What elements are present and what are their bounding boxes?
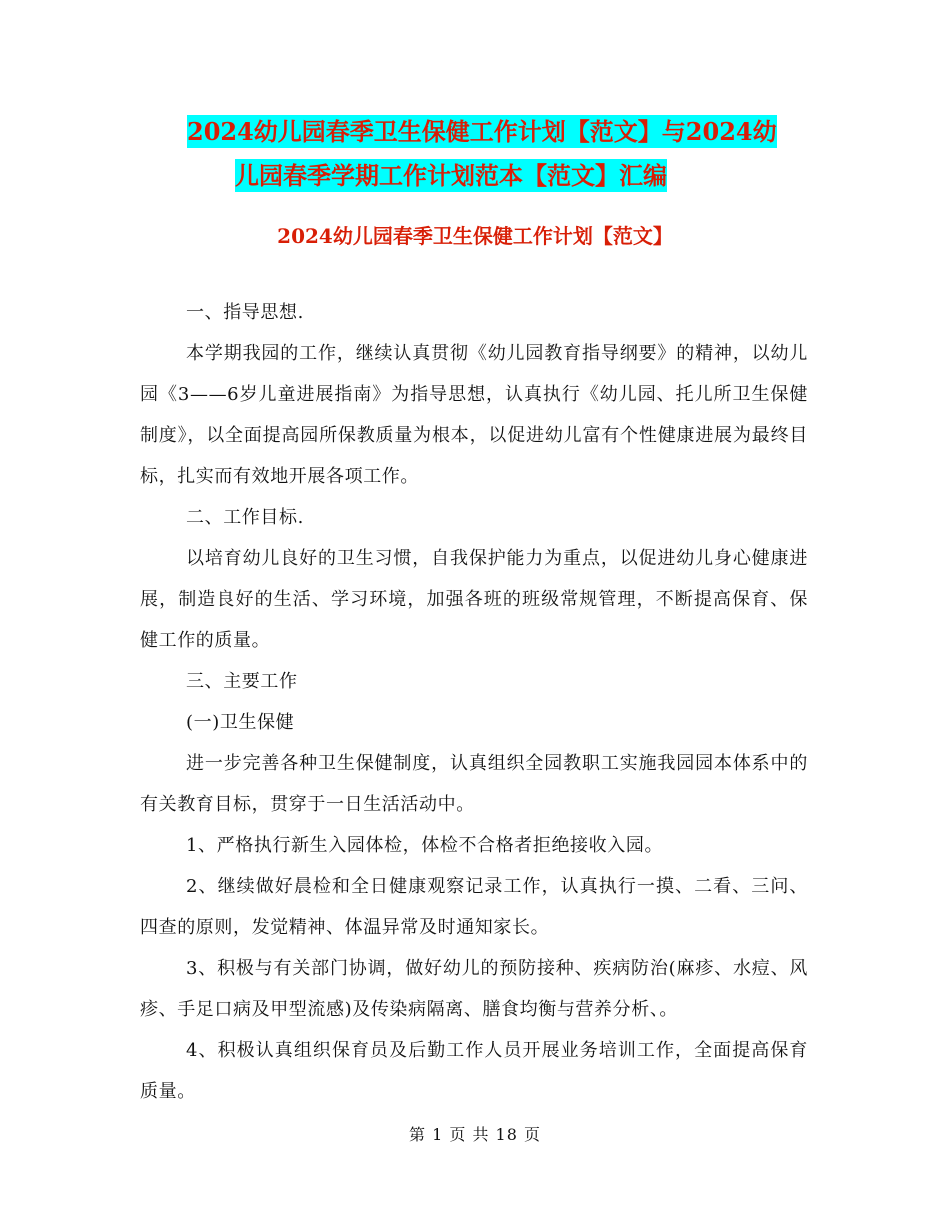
list-item-2: 2、继续做好晨检和全日健康观察记录工作，认真执行一摸、二看、三问、四查的原则，发觉精神、体温异常及时通知家长。 — [140, 876, 808, 938]
document-title — [140, 110, 840, 198]
section-title: 2024幼儿园春季卫生保健工作计划【范文】 — [277, 224, 673, 248]
page-footer: 第 1 页 共 18 页 — [409, 1125, 541, 1144]
heading-main-work: 三、主要工作 — [186, 671, 298, 692]
document-body — [140, 292, 808, 1112]
heading-guiding-ideology: 一、指导思想. — [186, 302, 304, 323]
paragraph-work-goals: 以培育幼儿良好的卫生习惯，自我保护能力为重点，以促进幼儿身心健康进展，制造良好的生活、学习环境，加强各班的班级常规管理，不断提高保育、保健工作的质量。 — [140, 548, 808, 651]
list-item-3: 3、积极与有关部门协调，做好幼儿的预防接种、疾病防治(麻疹、水痘、风疹、手足口病及甲型流感)及传染病隔离、膳食均衡与营养分析、。 — [140, 958, 808, 1020]
list-item-4: 4、积极认真组织保育员及后勤工作人员开展业务培训工作，全面提高保育质量。 — [140, 1040, 808, 1102]
heading-work-goals: 二、工作目标. — [186, 507, 304, 528]
subheading-health-care: (一)卫生保健 — [186, 712, 295, 733]
document-title-line-2: 儿园春季学期工作计划范本【范文】汇编 — [235, 161, 667, 190]
list-item-1: 1、严格执行新生入园体检，体检不合格者拒绝接收入园。 — [186, 835, 664, 856]
document-title-line-1: 2024幼儿园春季卫生保健工作计划【范文】与2024幼 — [187, 117, 777, 146]
paragraph-guiding-ideology: 本学期我园的工作，继续认真贯彻《幼儿园教育指导纲要》的精神，以幼儿园《3——6岁儿童进展指南》为指导思想，认真执行《幼儿园、托儿所卫生保健制度》，以全面提高园所保教质量为根本，以促进幼儿富有个性健康进展为最终目标，扎实而有效地开展各项工作。 — [140, 343, 808, 487]
paragraph-health-care: 进一步完善各种卫生保健制度，认真组织全园教职工实施我园园本体系中的有关教育目标，贯穿于一日生活活动中。 — [140, 753, 808, 815]
